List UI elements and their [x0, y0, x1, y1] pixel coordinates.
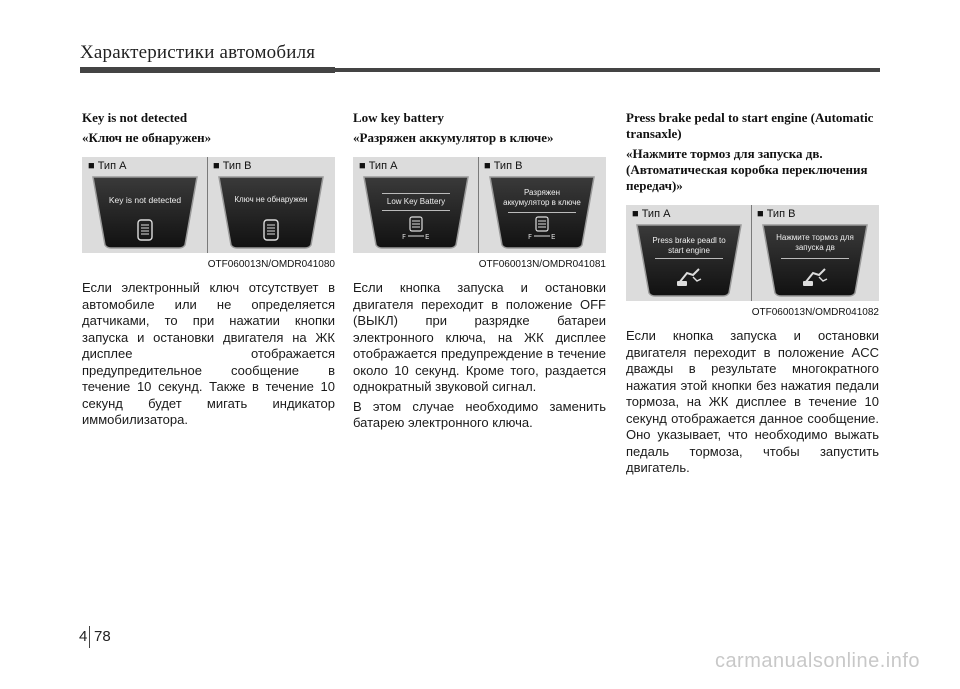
lcd-rule — [781, 258, 849, 259]
brake-pedal-icon — [799, 263, 831, 289]
page-header — [80, 42, 880, 64]
type-b-label: ■ Тип B — [213, 160, 252, 172]
lcd-panel-type-b — [215, 175, 327, 249]
key-fob-icon — [136, 219, 154, 241]
section-heading-en: Key is not detected — [82, 110, 188, 125]
figure-code: OTF060013N/OMDR041081 — [478, 259, 606, 270]
page-title: Характеристики автомобиля — [80, 42, 316, 63]
section-key-not-detected — [82, 110, 335, 429]
figure-code: OTF060013N/OMDR041080 — [207, 259, 335, 270]
section-heading-en: Low key battery — [353, 110, 444, 125]
body-paragraph: Если электронный ключ отсутствует в автомобиле или не определяется датчиками, то при нажатии кнопки запуска и остановки двигателя на ЖК дисплее отображается предупредительное сообщение в течение 10 секунд. Также в течение 10 секунд будет мигать индикатор иммобилизатора. — [82, 280, 335, 427]
lcd-message: Low Key Battery — [386, 197, 446, 206]
header-rule-accent — [80, 67, 335, 73]
type-a-label: ■ Тип A — [632, 208, 671, 220]
body-paragraph: Если кнопка запуска и остановки двигателя переходит в положение OFF (ВЫКЛ) при разрядке батареи электронного ключа, на ЖК дисплее отображается предупреждение в течение около 10 секунд. Кроме того, раздается однократный звуковой сигнал. — [353, 280, 606, 394]
key-fob-icon — [262, 219, 280, 241]
figure-divider — [478, 157, 479, 253]
brake-pedal-icon — [673, 263, 705, 289]
section-press-brake-pedal — [626, 110, 879, 477]
page-number-separator — [89, 626, 90, 648]
section-heading-ru: «Разряжен аккумулятор в ключе» — [353, 130, 554, 145]
type-b-label: ■ Тип B — [757, 208, 796, 220]
lcd-rule — [508, 212, 576, 213]
lcd-panel-type-a — [360, 175, 472, 249]
lcd-figure — [626, 205, 879, 301]
fuel-gauge-icon — [400, 215, 432, 241]
figure-divider — [751, 205, 752, 301]
body-paragraph: Если кнопка запуска и остановки двигателя переходит в положение ACC дважды в результате многократного нажатия этой кнопки без нажатия педали тормоза, на ЖК дисплее в течение 10 секунд отображается данное сообщение. Оно указывает, что необходимо выжать педаль тормоза, чтобы запустить двигатель. — [626, 328, 879, 475]
section-heading-ru: «Нажмите тормоз для запуска дв. (Автоматическая коробка переключения передач)» — [626, 146, 868, 193]
lcd-message: Ключ не обнаружен — [234, 195, 308, 204]
lcd-panel-type-a — [89, 175, 201, 249]
svg-text:E: E — [425, 233, 430, 241]
figure-code: OTF060013N/OMDR041082 — [751, 307, 879, 318]
section-heading-ru: «Ключ не обнаружен» — [82, 130, 212, 145]
watermark: carmanualsonline.info — [714, 650, 920, 672]
lcd-message: Key is not detected — [108, 195, 182, 205]
lcd-panel-type-b — [759, 223, 871, 297]
chapter-number: 4 — [79, 628, 88, 645]
lcd-rule — [382, 193, 450, 194]
lcd-message: Press brake peadl to start engine — [652, 236, 726, 255]
section-heading-en: Press brake pedal to start engine (Automatic transaxle) — [626, 110, 874, 141]
section-low-key-battery — [353, 110, 606, 432]
body-paragraph: В этом случае необходимо заменить батарею электронного ключа. — [353, 398, 606, 430]
fuel-gauge-icon — [526, 215, 558, 241]
lcd-panel-type-b — [486, 175, 598, 249]
lcd-rule — [655, 258, 723, 259]
type-b-label: ■ Тип B — [484, 160, 523, 172]
type-a-label: ■ Тип A — [359, 160, 398, 172]
figure-divider — [207, 157, 208, 253]
svg-text:F: F — [528, 233, 533, 241]
lcd-message: Нажмите тормоз для запуска дв — [776, 233, 854, 252]
lcd-message: Разряжен аккумулятор в ключе — [503, 188, 581, 207]
lcd-panel-type-a — [633, 223, 745, 297]
svg-text:E: E — [551, 233, 556, 241]
lcd-figure — [353, 157, 606, 253]
lcd-rule — [382, 210, 450, 211]
lcd-figure — [82, 157, 335, 253]
svg-text:F: F — [402, 233, 407, 241]
type-a-label: ■ Тип A — [88, 160, 127, 172]
page-number-value: 78 — [94, 628, 111, 645]
